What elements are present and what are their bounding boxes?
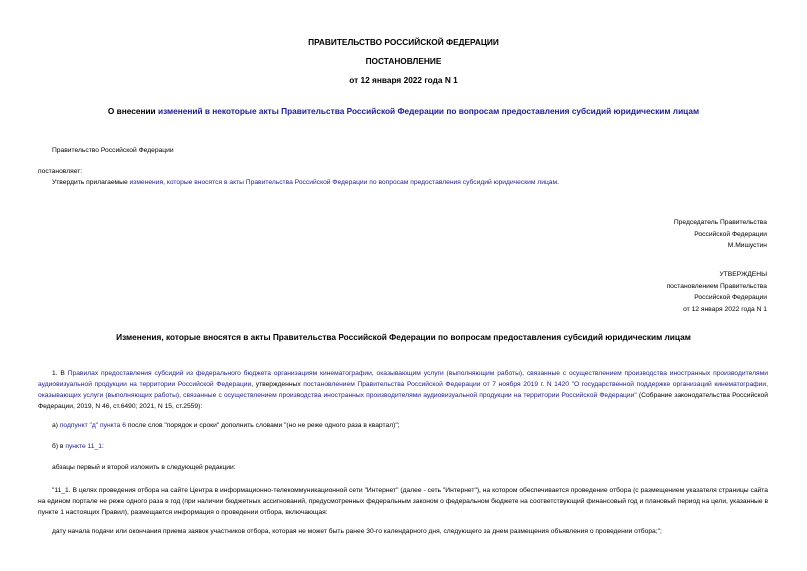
item-a-link[interactable]: подпункт "д" пункта 6 <box>59 422 126 429</box>
signature-line-3: М.Мишустин <box>727 242 767 249</box>
item-1-rules-link[interactable]: Правилах предоставления субсидий из федерального бюджета организациям кинематографии, оказывающим услуги (выполняющим работы), связанные с осуществлением производства иностранных производителями аудиовизуальной продукции на территории Российской Федерации <box>38 370 768 388</box>
approved-line-1: УТВЕРЖДЕНЫ <box>719 271 767 278</box>
signature-line-2: Российской Федерации <box>694 230 767 238</box>
org-name: ПРАВИТЕЛЬСТВО РОССИЙСКОЙ ФЕДЕРАЦИИ <box>308 37 499 47</box>
decides: постановляет: <box>38 168 83 175</box>
issuer: Правительство Российской Федерации <box>52 147 174 154</box>
item-a-prefix: а) <box>52 422 60 429</box>
quote-11-1 <box>38 485 768 518</box>
item-1-tail: (Собрание законодательства Российской Федерации, 2019, N 46, ст.6490; 2021, N 15, ст.2559): <box>38 392 768 410</box>
doc-date-number: от 12 января 2022 года N 1 <box>349 75 458 85</box>
approve-link[interactable]: изменения, которые вносятся в акты Правительства Российской Федерации по вопросам предоставления субсидий юридическим лицам <box>129 179 558 186</box>
item-b-text: : <box>101 443 104 450</box>
date-clause: дату начала подачи или окончания приема заявок участников отбора, которая не может быть ранее 30-го календарного дня, следующего за днем размещения объявления о проведении отбора;"; <box>52 528 662 535</box>
signature-line-1: Председатель Правительства <box>673 219 767 226</box>
item-b-prefix: б) в <box>52 443 66 450</box>
item-b-link[interactable]: пункте 11_1 <box>65 443 102 450</box>
approved-line-3: Российской Федерации <box>694 294 767 301</box>
item-1-mid: , утвержденных <box>251 381 304 388</box>
signature-block <box>674 217 767 252</box>
approved-line-2: постановлением Правительства <box>666 282 767 290</box>
approve-suffix: . <box>557 179 559 186</box>
doc-type: ПОСТАНОВЛЕНИЕ <box>365 56 442 66</box>
quote-11-1-text: "11_1. В целях проведения отбора на сайте Центра в информационно-телекоммуникационной сети "Интернет" (далее - сеть "Интернет"), на котором обеспечивается проведение отбора (с размещением указателя страницы сайта на едином портале не реже одного раза в год (при наличии бюджетных ассигнований, предусмотренных федеральным законом о федеральном бюджете на соответствующий финансовый год и плановый период на цели, указанные в пункте 1 настоящих Правил), размещается информация о проведении отбора, включающая: <box>38 487 768 516</box>
item-a-text: после слов "порядок и сроки" дополнить словами "(но не реже одного раза в квартал)"; <box>125 422 400 429</box>
changes-title: Изменения, которые вносятся в акты Правительства Российской Федерации по вопросам предоставления субсидий юридическим лицам <box>116 332 691 342</box>
approved-block <box>667 269 767 315</box>
subject-link[interactable]: изменений в некоторые акты Правительства Российской Федерации по вопросам предоставления субсидий юридическим лицам <box>157 106 700 116</box>
item-a <box>52 422 400 429</box>
subject-prefix: О внесении <box>107 106 158 116</box>
item-1-paragraph <box>38 368 768 412</box>
doc-subject <box>0 106 807 116</box>
approved-line-4: от 12 января 2022 года N 1 <box>683 305 767 313</box>
item-b <box>52 443 104 450</box>
item-1-resolution-link[interactable]: постановлением Правительства Российской Федерации от 7 ноября 2019 г. N 1420 "О государственной поддержке организаций кинематографии, оказывающих услуги (выполняющих работы), связанные с осуществлением производства иностранных производителями аудиовизуальной продукции на территории Российской Федерации" <box>38 381 769 399</box>
item-1-num: 1. В <box>52 370 68 377</box>
approve-clause <box>52 179 559 186</box>
approve-prefix: Утвердить прилагаемые <box>52 179 130 186</box>
abzacy-line: абзацы первый и второй изложить в следующей редакции: <box>52 464 236 471</box>
